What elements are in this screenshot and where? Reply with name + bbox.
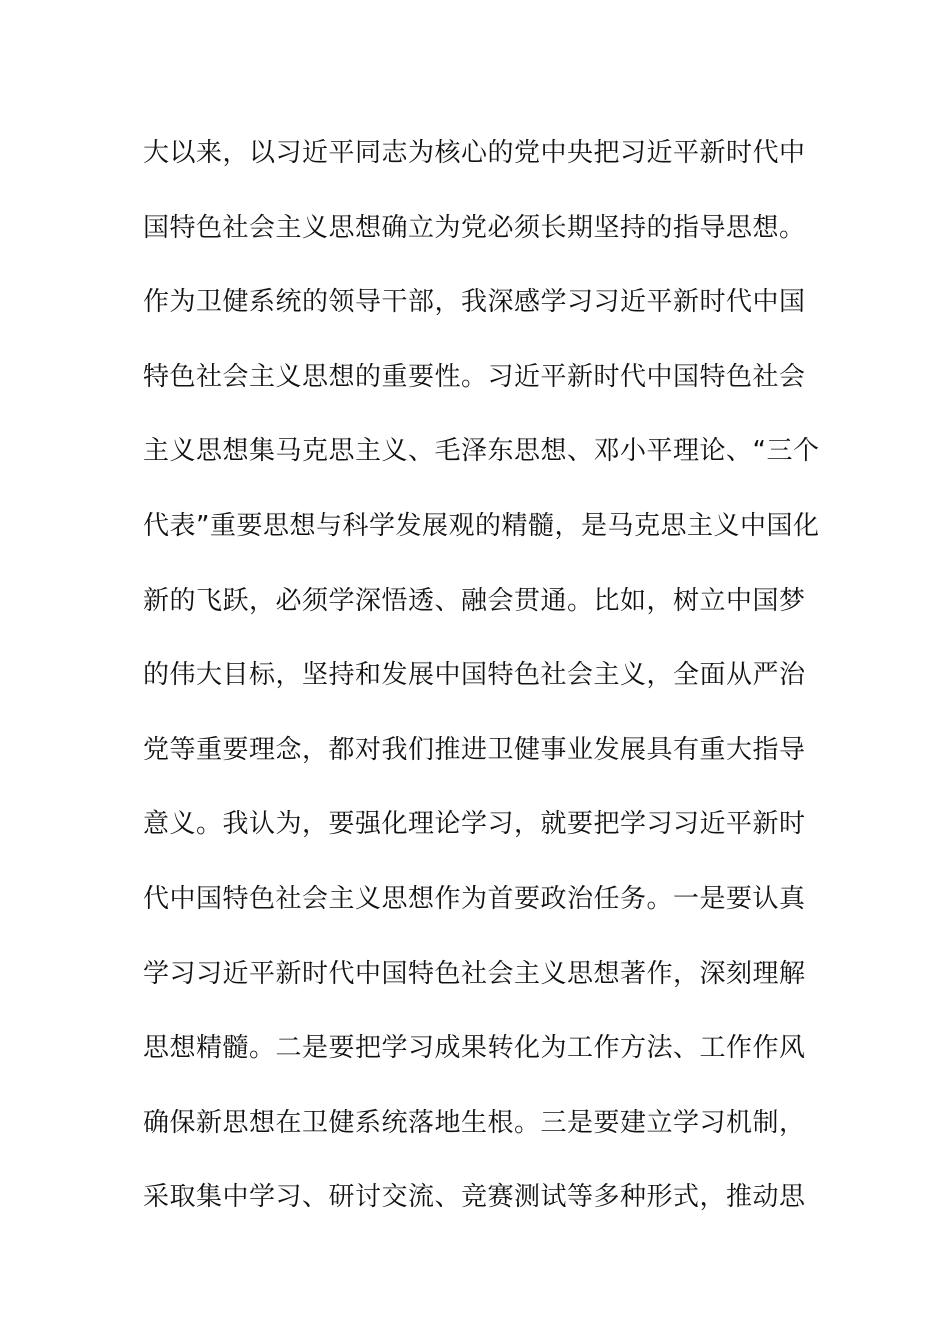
body-text bbox=[143, 130, 823, 1249]
text-line: 特色社会主义思想的重要性。习近平新时代中国特色社会 bbox=[143, 361, 806, 392]
text-line: 国特色社会主义思想确立为党必须长期坚持的指导思想。 bbox=[143, 212, 806, 243]
text-line: 主义思想集马克思主义、毛泽东思想、邓小平理论、“三个 bbox=[143, 436, 820, 467]
text-line: 确保新思想在卫健系统落地生根。三是要建立学习机制， bbox=[143, 1107, 806, 1138]
text-line: 代中国特色社会主义思想作为首要政治任务。一是要认真 bbox=[143, 883, 806, 914]
text-line: 作为卫健系统的领导干部，我深感学习习近平新时代中国 bbox=[143, 287, 806, 318]
text-line: 大以来，以习近平同志为核心的党中央把习近平新时代中 bbox=[143, 138, 806, 168]
text-line: 采取集中学习、研讨交流、竞赛测试等多种形式，推动思 bbox=[143, 1182, 806, 1213]
text-line: 新的飞跃，必须学深悟透、融会贯通。比如，树立中国梦 bbox=[143, 585, 806, 616]
text-line: 意义。我认为，要强化理论学习，就要把学习习近平新时 bbox=[143, 809, 806, 840]
text-line: 思想精髓。二是要把学习成果转化为工作方法、工作作风 bbox=[143, 1033, 806, 1064]
text-line: 代表”重要思想与科学发展观的精髓，是马克思主义中国化 bbox=[143, 510, 820, 541]
text-line: 学习习近平新时代中国特色社会主义思想著作，深刻理解 bbox=[143, 958, 806, 989]
text-line: 党等重要理念，都对我们推进卫健事业发展具有重大指导 bbox=[143, 734, 806, 765]
text-line: 的伟大目标，坚持和发展中国特色社会主义，全面从严治 bbox=[143, 660, 806, 691]
